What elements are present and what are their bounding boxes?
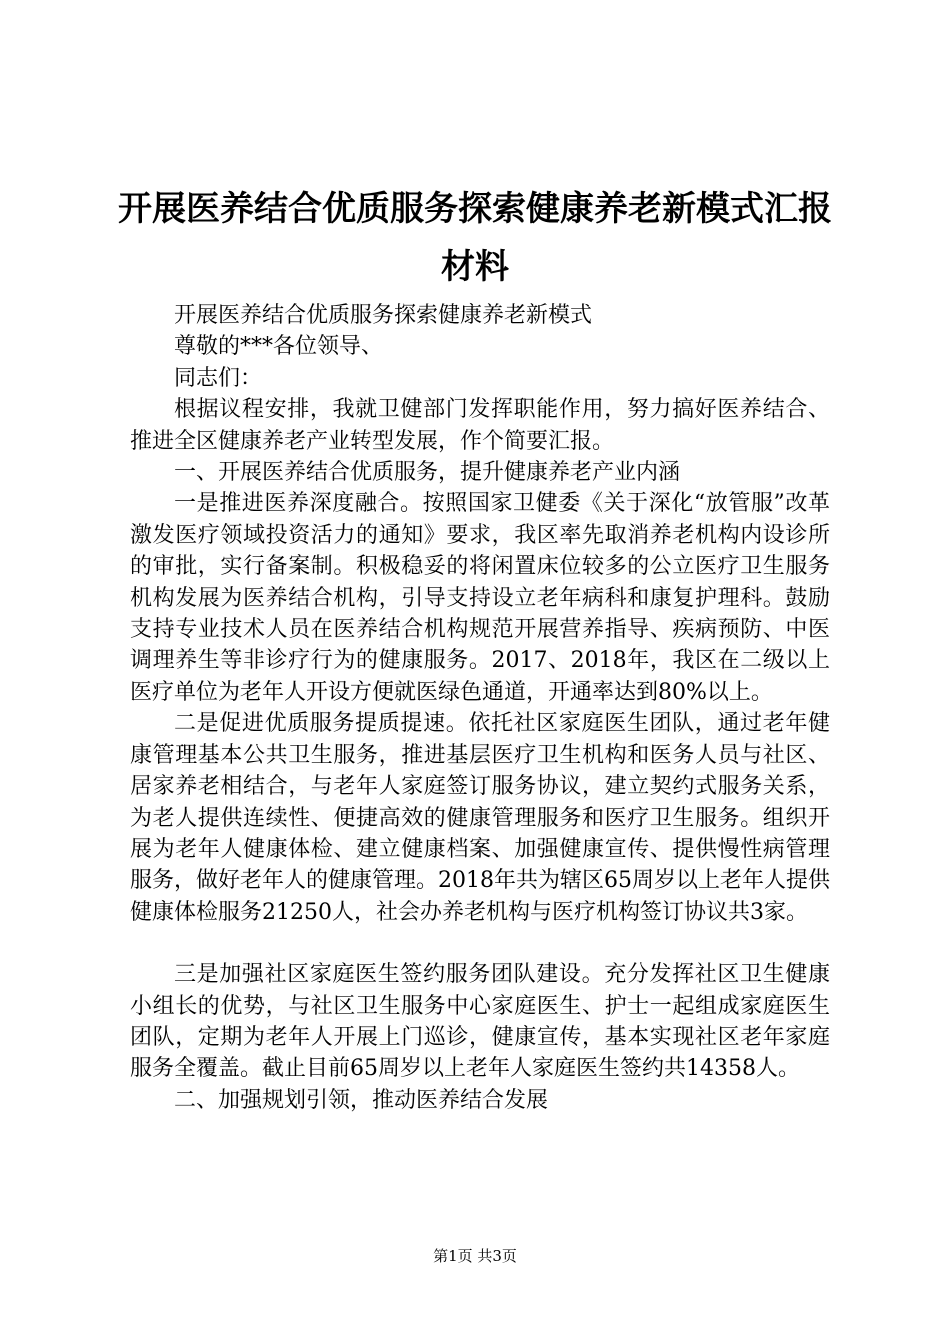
section-heading: 二、加强规划引领，推动医养结合发展 xyxy=(174,1087,549,1113)
page-number-footer: 第1页 共3页 xyxy=(433,1247,517,1265)
document-body xyxy=(130,300,830,1116)
salutation-line: 同志们： xyxy=(174,365,263,391)
body-paragraph: 二是促进优质服务提质提速。依托社区家庭医生团队，通过老年健康管理基本公共卫生服务，推进基层医疗卫生机构和医务人员与社区、居家养老相结合，与老年人家庭签订服务协议，建立契约式服务关系，为老人提供连续性、便捷高效的健康管理服务和医疗卫生服务。组织开展为老年人健康体检、建立健康档案、加强健康宣传、提供慢性病管理服务，做好老年人的健康管理。2018年共为辖区65周岁以上老年人提供健康体检服务21250人，社会办养老机构与医疗机构签订协议共3家。 xyxy=(130,711,830,925)
body-paragraph: 根据议程安排，我就卫健部门发挥职能作用，努力搞好医养结合、推进全区健康养老产业转型发展，作个简要汇报。 xyxy=(130,397,830,454)
salutation-line: 尊敬的***各位领导、 xyxy=(174,334,384,360)
body-paragraph: 三是加强社区家庭医生签约服务团队建设。充分发挥社区卫生健康小组长的优势，与社区卫生服务中心家庭医生、护士一起组成家庭医生团队，定期为老年人开展上门巡诊，健康宣传，基本实现社区老年家庭服务全覆盖。截止目前65周岁以上老年人家庭医生签约共14358人。 xyxy=(130,962,830,1082)
subtitle-paragraph: 开展医养结合优质服务探索健康养老新模式 xyxy=(174,303,593,328)
body-paragraph: 一是推进医养深度融合。按照国家卫健委《关于深化“放管服”改革激发医疗领域投资活力的通知》要求，我区率先取消养老机构内设诊所的审批，实行备案制。积极稳妥的将闲置床位较多的公立医疗卫生服务机构发展为医养结合机构，引导支持设立老年病科和康复护理科。鼓励支持专业技术人员在医养结合机构规范开展营养指导、疾病预防、中医调理养生等非诊疗行为的健康服务。2017、2018年，我区在二级以上医疗单位为老年人开设方便就医绿色通道，开通率达到80%以上。 xyxy=(130,491,830,705)
document-title: 开展医养结合优质服务探索健康养老新模式汇报材料 xyxy=(118,189,832,287)
section-heading: 一、开展医养结合优质服务，提升健康养老产业内涵 xyxy=(174,460,681,486)
